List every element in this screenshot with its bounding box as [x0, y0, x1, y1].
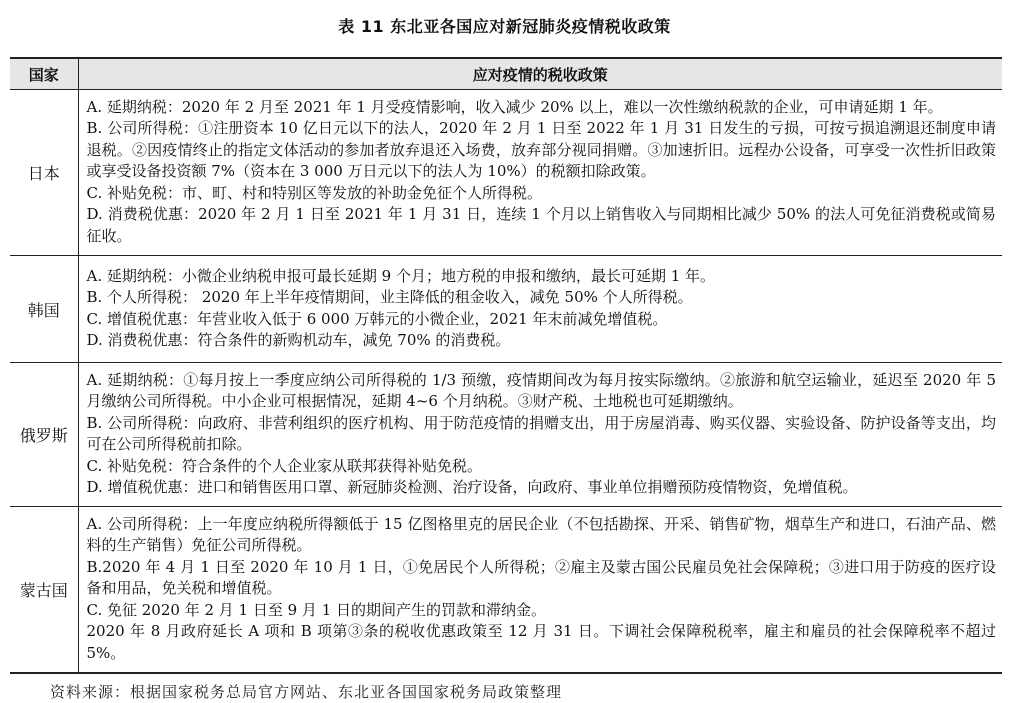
- policy-cell: [78, 507, 1002, 673]
- policy-line: D. 消费税优惠：2020 年 2 月 1 日至 2021 年 1 月 31 日，连续 1 个月以上销售收入与同期相比减少 50% 的法人可免征消费税或简易征收。: [86, 205, 996, 245]
- table-row-japan: [10, 90, 1002, 256]
- table-title: 表 11 东北亚各国应对新冠肺炎疫情税收政策: [338, 17, 671, 36]
- table-row-korea: [10, 256, 1002, 363]
- policy-line: B. 公司所得税：①注册资本 10 亿日元以下的法人，2020 年 2 月 1 日至 2022 年 1 月 31 日发生的亏损，可按亏损追溯退还制度申请退税。②因疫情终止的指定文体活动的参加者放弃退还入场费，放弃部分视同捐赠。③加速折旧。远程办公设备，可享受一次性折旧政策或享受设备投资额 7%（资本在 3 000 万日元以下的法人为 10%）的税额扣除政策。: [86, 119, 996, 181]
- table-row-mongolia: [10, 507, 1002, 673]
- policy-line: B. 个人所得税： 2020 年上半年疫情期间，业主降低的租金收入，减免 50% 个人所得税。: [86, 288, 693, 306]
- policy-line: A. 延期纳税：①每月按上一季度应纳公司所得税的 1/3 预缴，疫情期间改为每月按实际缴纳。②旅游和航空运输业，延迟至 2020 年 5 月缴纳公司所得税。中小企业可根据情况，延期 4~6 个月纳税。③财产税、土地税也可延期缴纳。: [86, 370, 996, 410]
- table-header-row: [10, 58, 1002, 90]
- policy-line: D. 消费税优惠：符合条件的新购机动车，减免 70% 的消费税。: [86, 331, 511, 349]
- table-row-russia: [10, 363, 1002, 507]
- policy-line: B. 公司所得税：向政府、非营利组织的医疗机构、用于防范疫情的捐赠支出，用于房屋消毒、购买仪器、实验设备、防护设备等支出，均可在公司所得税前扣除。: [86, 413, 996, 453]
- policy-cell: [78, 256, 1002, 363]
- policy-line: C. 免征 2020 年 2 月 1 日至 9 月 1 日的期间产生的罚款和滞纳金。: [86, 600, 547, 619]
- policy-line: C. 补贴免税：市、町、村和特别区等发放的补助金免征个人所得税。: [86, 183, 542, 202]
- policy-line: C. 补贴免税：符合条件的个人企业家从联邦获得补贴免税。: [86, 456, 482, 475]
- tax-policy-table: [10, 57, 1002, 674]
- policy-line: B.2020 年 4 月 1 日至 2020 年 10 月 1 日，①免居民个人所得税；②雇主及蒙古国公民雇员免社会保障税；③进口用于防疫的医疗设备和用品，免关税和增值税。: [86, 557, 996, 597]
- policy-line: C. 增值税优惠：年营业收入低于 6 000 万韩元的小微企业，2021 年末前减免增值税。: [86, 309, 668, 328]
- country-cell: 韩国: [10, 256, 78, 363]
- header-country: 国家: [10, 58, 78, 90]
- source-note: 资料来源：根据国家税务总局官方网站、东北亚各国国家税务局政策整理: [50, 683, 563, 701]
- policy-cell: [78, 363, 1002, 507]
- policy-line: A. 公司所得税：上一年度应纳税所得额低于 15 亿图格里克的居民企业（不包括勘探、开采、销售矿物，烟草生产和进口，石油产品、燃料的生产销售）免征公司所得税。: [86, 514, 996, 554]
- policy-line: A. 延期纳税：2020 年 2 月至 2021 年 1 月受疫情影响，收入减少 20% 以上，难以一次性缴纳税款的企业，可申请延期 1 年。: [86, 97, 943, 116]
- country-cell: 俄罗斯: [10, 363, 78, 507]
- policy-line: 2020 年 8 月政府延长 A 项和 B 项第③条的税收优惠政策至 12 月 31 日。下调社会保障税税率，雇主和雇员的社会保障税率不超过 5%。: [86, 622, 996, 662]
- policy-cell: [78, 90, 1002, 256]
- policy-line: A. 延期纳税：小微企业纳税申报可最长延期 9 个月；地方税的申报和缴纳，最长可延期 1 年。: [86, 266, 716, 285]
- country-cell: 日本: [10, 90, 78, 256]
- header-policy: 应对疫情的税收政策: [78, 58, 1002, 90]
- country-cell: 蒙古国: [10, 507, 78, 673]
- policy-line: D. 增值税优惠：进口和销售医用口罩、新冠肺炎检测、治疗设备，向政府、事业单位捐赠预防疫情物资，免增值税。: [86, 478, 858, 496]
